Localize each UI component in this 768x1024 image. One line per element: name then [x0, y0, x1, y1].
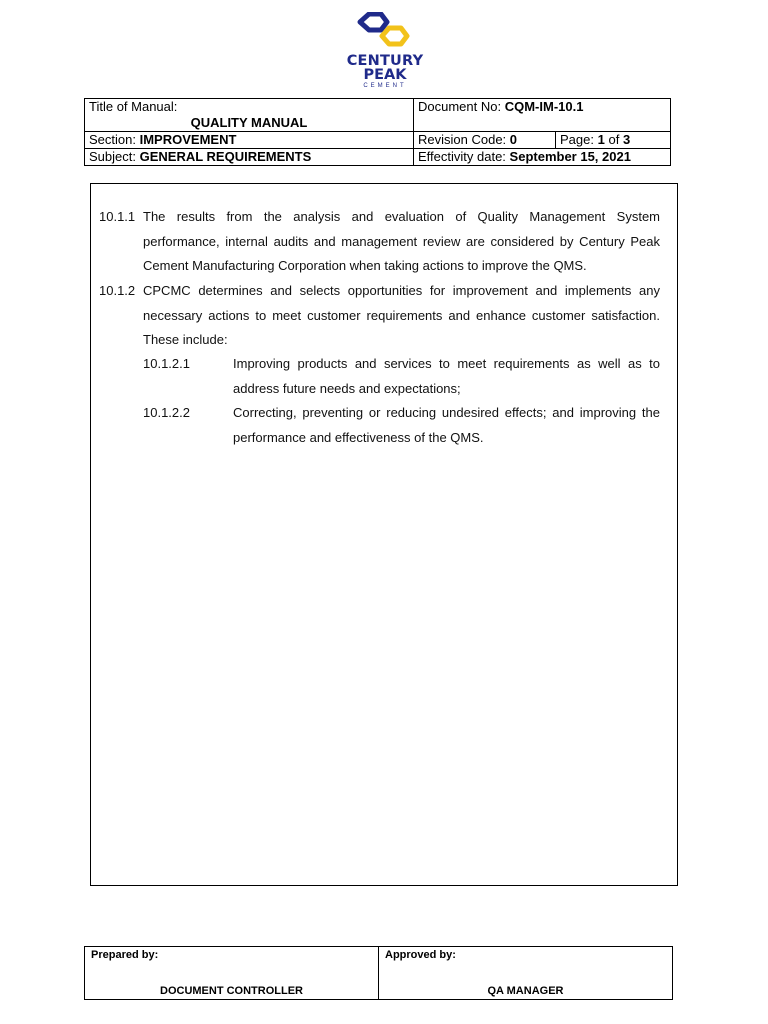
title-cell [85, 99, 414, 132]
century-peak-logo-icon [356, 12, 414, 54]
title-label: Title of Manual: [89, 99, 178, 114]
clause-text: CPCMC determines and selects opportunities for improvement and implements any necessary actions to meet customer requirements and enhance customer satisfaction. These include: [143, 283, 660, 347]
page-label: Page: [560, 132, 594, 147]
subject-cell [85, 149, 414, 166]
subclause-number: 10.1.2.2 [143, 405, 190, 420]
section-label: Section: [89, 132, 136, 147]
approved-by-cell [379, 947, 673, 1000]
prepared-by-label: Prepared by: [91, 949, 159, 961]
subclause-text: Improving products and services to meet requirements as well as to address future needs and expectations; [233, 356, 660, 396]
document-header-table [84, 98, 671, 166]
approved-by-label: Approved by: [385, 949, 456, 961]
page-number: 1 [597, 132, 605, 147]
content-box [90, 183, 678, 886]
document-number-label: Document No: [418, 99, 502, 114]
section-value: IMPROVEMENT [139, 132, 237, 147]
title-value: QUALITY MANUAL [190, 115, 308, 130]
document-number-cell [414, 99, 671, 132]
logo-text-cement: CEMENT [363, 83, 407, 89]
logo-text-century: CENTURY [346, 53, 424, 69]
page-of: of [608, 132, 620, 147]
section-cell [85, 132, 414, 149]
effectivity-cell [414, 149, 671, 166]
logo-text-peak: PEAK [363, 67, 407, 83]
approval-table [84, 946, 673, 1000]
document-number-value: CQM-IM-10.1 [504, 99, 584, 114]
clause-number: 10.1.2 [99, 283, 136, 298]
approved-by-role: QA MANAGER [487, 985, 564, 997]
company-logo [335, 12, 435, 96]
revision-label: Revision Code: [418, 132, 507, 147]
subject-label: Subject: [89, 149, 136, 164]
subclause-number: 10.1.2.1 [143, 356, 190, 371]
clause-number: 10.1.1 [99, 209, 136, 224]
effectivity-label: Effectivity date: [418, 149, 506, 164]
effectivity-value: September 15, 2021 [509, 149, 631, 164]
clause-text: The results from the analysis and evaluation of Quality Management System performance, internal audits and management review are considered by Century Peak Cement Manufacturing Corporation when taking actions to improve the QMS. [143, 209, 660, 273]
prepared-by-role: DOCUMENT CONTROLLER [160, 985, 303, 997]
page-total: 3 [622, 132, 631, 147]
prepared-by-cell [85, 947, 379, 1000]
revision-value: 0 [509, 132, 518, 147]
subject-value: GENERAL REQUIREMENTS [139, 149, 312, 164]
subclause-text: Correcting, preventing or reducing undesired effects; and improving the performance and effectiveness of the QMS. [233, 405, 660, 445]
page-cell [556, 132, 671, 149]
revision-cell [414, 132, 556, 149]
